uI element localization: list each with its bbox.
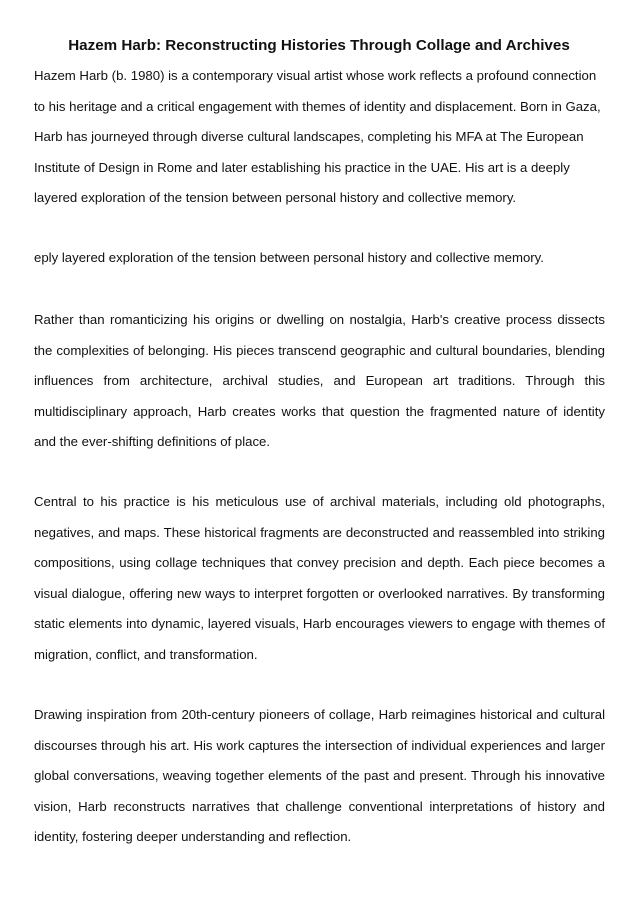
paragraph-archival: Central to his practice is his meticulous use of archival materials, including old photographs, negatives, and maps. These historical fragments are deconstructed and reassembled into striking compositions, using collage techniques that convey precision and depth. Each piece becomes a visual dialogue, offering new ways to interpret forgotten or overlooked narratives. By transforming static elements into dynamic, layered visuals, Harb encourages viewers to engage with themes of migration, conflict, and transformation. xyxy=(34,494,605,662)
paragraph-inspiration: Drawing inspiration from 20th-century pioneers of collage, Harb reimagines historical and cultural discourses through his art. His work captures the intersection of individual experiences and larger global conversations, weaving together elements of the past and present. Through his innovative vision, Harb reconstructs narratives that challenge conventional interpretations of history and identity, fostering deeper understanding and reflection. xyxy=(34,707,605,844)
paragraph-process: Rather than romanticizing his origins or dwelling on nostalgia, Harb's creative process dissects the complexities of belonging. His pieces transcend geographic and cultural boundaries, blending influences from architecture, archival studies, and European art traditions. Through this multidisciplinary approach, Harb creates works that question the fragmented nature of identity and the ever-shifting definitions of place. xyxy=(34,312,605,449)
paragraph-intro: Hazem Harb (b. 1980) is a contemporary visual artist whose work reflects a profound connection to his heritage and a critical engagement with themes of identity and displacement. Born in Gaza, Harb has journeyed through diverse cultural landscapes, completing his MFA at The European Institute of Design in Rome and later establishing his practice in the UAE. His art is a deeply layered exploration of the tension between personal history and collective memory. xyxy=(34,68,601,205)
document-title: Hazem Harb: Reconstructing Histories Through Collage and Archives xyxy=(68,37,570,54)
paragraph-fragment: eply layered exploration of the tension between personal history and collective memory. xyxy=(34,250,544,265)
